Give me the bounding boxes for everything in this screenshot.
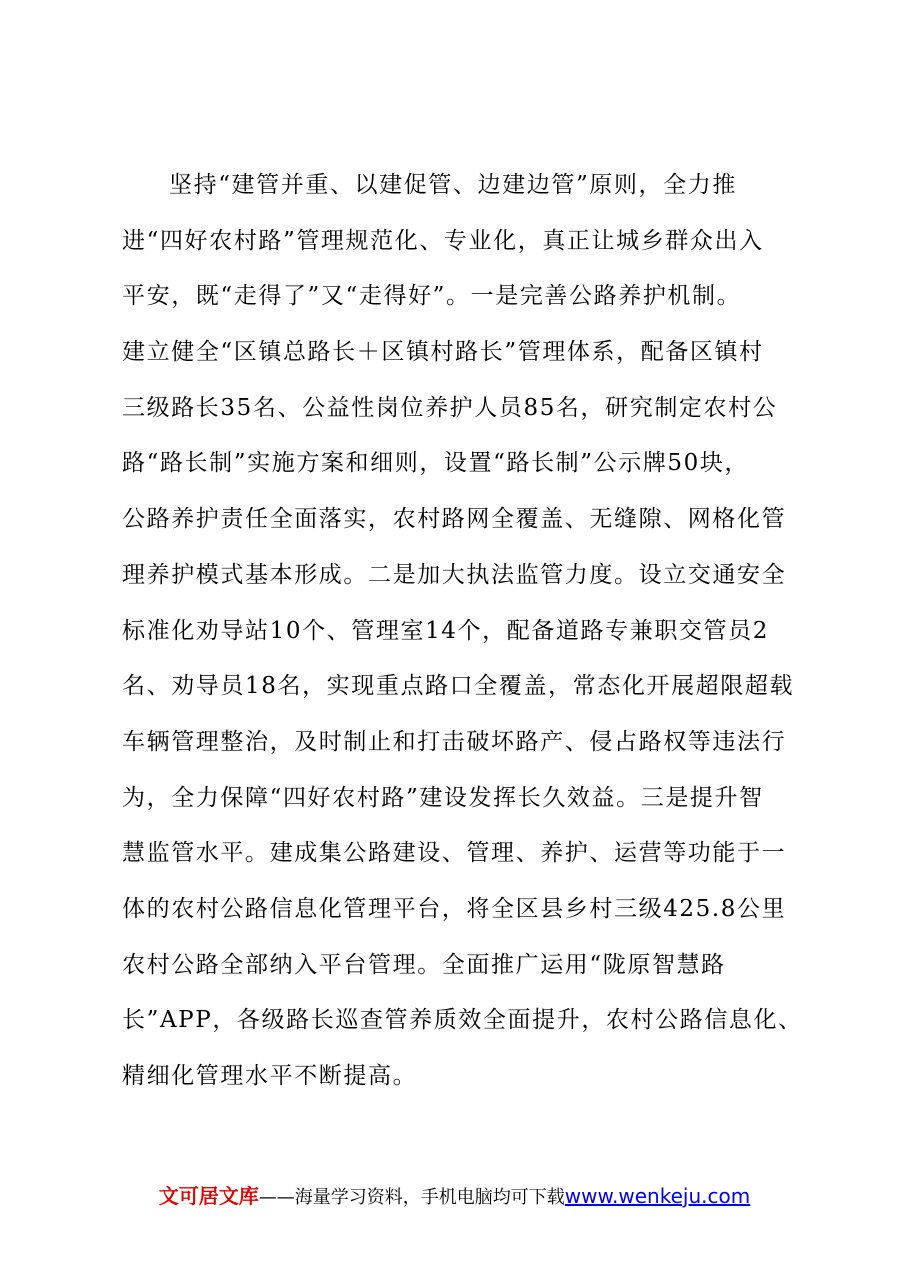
paragraph-line: 平安，既“走得了”又“走得好”。一是完善公路养护机制。 — [122, 283, 742, 310]
paragraph-line: 名、劝导员18名，实现重点路口全覆盖，常态化开展超限超载 — [122, 673, 795, 700]
footer-brand: 文可居文库 — [158, 1184, 259, 1208]
footer-link[interactable]: www.wenkeju.com — [564, 1184, 751, 1208]
paragraph-line: 标准化劝导站10个、管理室14个，配备道路专兼职交管员2 — [122, 617, 769, 644]
footer-slogan: ——海量学习资料，手机电脑均可下载 — [258, 1187, 565, 1208]
paragraph-line: 坚持“建管并重、以建促管、边建边管”原则，全力推 — [169, 172, 737, 198]
paragraph-line: 体的农村公路信息化管理平台，将全区县乡村三级425.8公里 — [122, 895, 787, 922]
body-paragraph — [122, 165, 802, 1112]
paragraph-line: 公路养护责任全面落实，农村路网全覆盖、无缝隙、网格化管 — [122, 506, 787, 533]
paragraph-line: 建立健全“区镇总路长＋区镇村路长”管理体系，配备区镇村 — [122, 339, 764, 366]
paragraph-line: 农村公路全部纳入平台管理。全面推广运用“陇原智慧路 — [122, 951, 726, 978]
footer-banner — [0, 1180, 909, 1209]
paragraph-line: 路“路长制”实施方案和细则，设置“路长制”公示牌50块， — [122, 450, 750, 477]
paragraph-line: 慧监管水平。建成集公路建设、管理、养护、运营等功能于一 — [122, 840, 787, 867]
paragraph-line: 长”APP，各级路长巡查管养质效全面提升，农村公路信息化、 — [122, 1007, 803, 1034]
paragraph-line: 精细化管理水平不断提高。 — [122, 1063, 418, 1089]
paragraph-line: 进“四好农村路”管理规范化、专业化，真正让城乡群众出入 — [122, 227, 764, 254]
paragraph-line: 理养护模式基本形成。二是加大执法监管力度。设立交通安全 — [122, 561, 787, 588]
paragraph-line: 为，全力保障“四好农村路”建设发挥长久效益。三是提升智 — [122, 784, 764, 811]
paragraph-line: 车辆管理整治，及时制止和打击破坏路产、侵占路权等违法行 — [122, 728, 787, 755]
paragraph-line: 三级路长35名、公益性岗位养护人员85名，研究制定农村公 — [122, 394, 778, 421]
